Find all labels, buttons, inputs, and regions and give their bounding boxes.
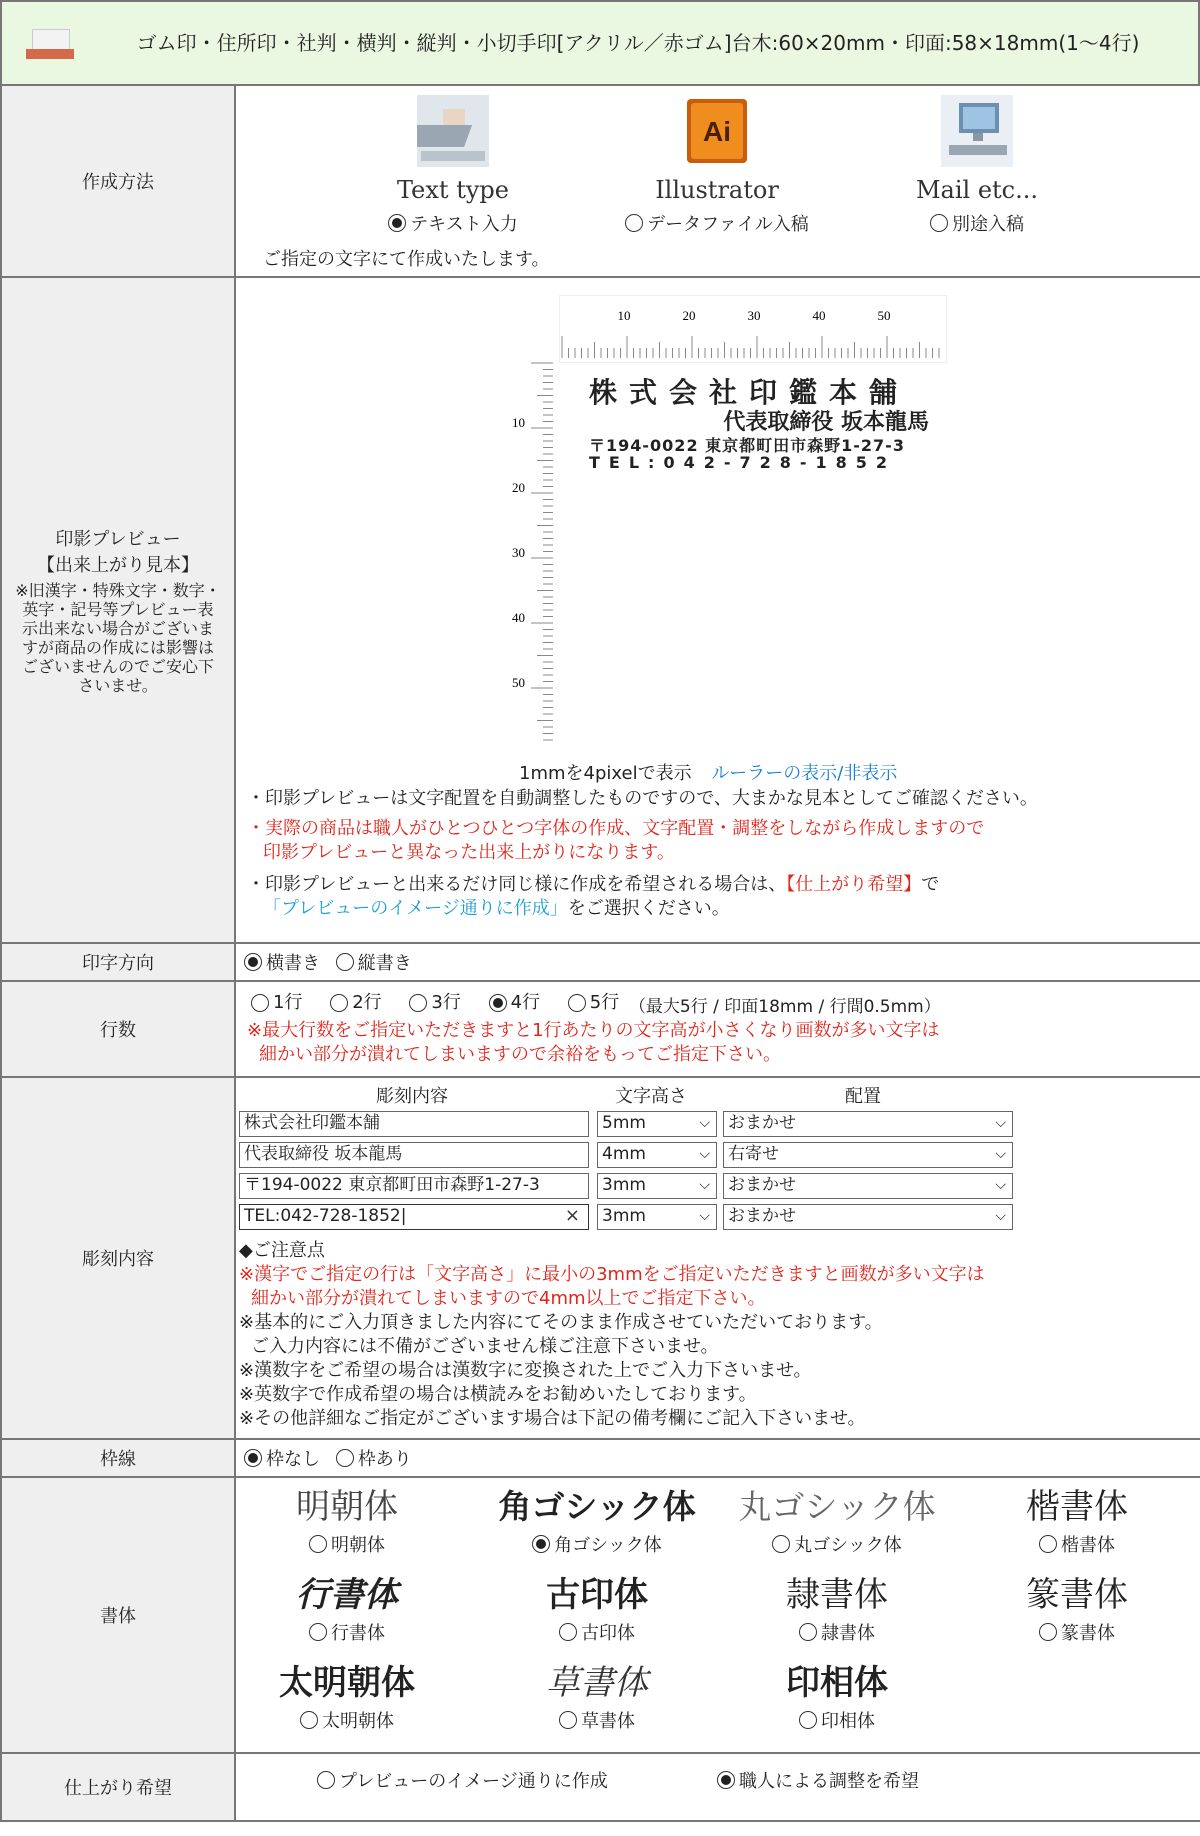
font-radio[interactable] <box>772 1535 790 1553</box>
method-option-label: テキスト入力 <box>410 214 518 235</box>
lines-option-label: 4行 <box>510 992 541 1013</box>
align-select-3[interactable] <box>723 1173 1013 1199</box>
method-illustrator[interactable] <box>617 95 817 236</box>
preview-note-3e: をご選択ください。 <box>567 898 730 919</box>
font-label: 印相体 <box>821 1711 875 1732</box>
preview-note-3a: ・印影プレビューと出来るだけ同じ様に作成を希望される場合は、 <box>247 874 787 895</box>
ruler-left-label: 40 <box>512 610 525 625</box>
direction-radio[interactable] <box>336 953 354 971</box>
lines-max-note: （最大5行 / 印面18mm / 行間0.5mm） <box>628 997 941 1017</box>
chevron-down-icon: ⌵ <box>699 1177 710 1193</box>
finish-option-label: プレビューのイメージ通りに作成 <box>339 1771 608 1792</box>
font-sosho[interactable] <box>477 1661 717 1733</box>
lines-warning-2: 細かい部分が潰れてしまいますので余裕をもってご指定下さい。 <box>259 1044 781 1065</box>
preview-label-sub: 【出来上がり見本】 <box>37 555 199 576</box>
border-option-label: 枠あり <box>357 1448 412 1470</box>
direction-option-label: 縦書き <box>357 952 412 974</box>
engrave-row <box>237 1203 1200 1231</box>
font-radio[interactable] <box>1039 1535 1057 1553</box>
preview-note-3c: で <box>921 874 940 895</box>
chevron-down-icon: ⌵ <box>699 1146 710 1162</box>
order-form-table <box>0 84 1200 1822</box>
font-kaku-gothic[interactable] <box>467 1485 727 1557</box>
font-radio[interactable] <box>532 1535 550 1553</box>
align-value: 右寄せ <box>728 1144 779 1164</box>
direction-label: 印字方向 <box>1 943 235 981</box>
finish-section <box>237 1755 1200 1819</box>
direction-options <box>235 943 1200 981</box>
font-label: 隷書体 <box>821 1623 875 1644</box>
preview-note-3b: 【仕上がり希望】 <box>786 874 922 895</box>
font-label: 太明朝体 <box>322 1711 394 1732</box>
size-value: 3mm <box>602 1206 646 1226</box>
font-sample: 隷書体 <box>786 1575 888 1615</box>
border-radio[interactable] <box>244 1449 262 1467</box>
ruler-top-label: 40 <box>812 308 826 323</box>
finish-craftsman-option[interactable] <box>717 1767 919 1793</box>
method-caption: Text type <box>397 176 509 204</box>
preview-label-note: ※旧漢字・特殊文字・数字・英字・記号等プレビュー表示出来ない場合がございますが商品の作成には影響はございませんのでご安心下さいませ。 <box>15 581 221 695</box>
attn-red-1: ※漢字でご指定の行は「文字高さ」に最小の3mmをご指定いただきますと画数が多い文字は <box>239 1264 985 1285</box>
font-radio[interactable] <box>300 1711 318 1729</box>
finish-label: 仕上がり希望 <box>1 1753 235 1821</box>
stamp-line-3: 〒194-0022 東京都町田市森野1-27-3 <box>589 436 905 455</box>
direction-radio[interactable] <box>244 953 262 971</box>
font-koin[interactable] <box>477 1573 717 1645</box>
lines-section <box>237 983 1200 1075</box>
product-header <box>0 0 1200 86</box>
chevron-down-icon: ⌵ <box>995 1115 1006 1131</box>
lines-option-5[interactable] <box>568 991 619 1015</box>
lines-option-4[interactable] <box>489 991 540 1015</box>
font-sample: 行書体 <box>296 1575 398 1615</box>
fonts-section <box>237 1479 1200 1751</box>
font-sample: 丸ゴシック体 <box>738 1487 936 1526</box>
font-radio[interactable] <box>799 1623 817 1641</box>
chevron-down-icon: ⌵ <box>995 1208 1006 1224</box>
ruler-top-label: 20 <box>682 308 696 323</box>
font-sample: 印相体 <box>786 1663 888 1703</box>
size-select-2[interactable] <box>597 1142 717 1168</box>
font-radio[interactable] <box>559 1623 577 1641</box>
attn-red-2: 細かい部分が潰れてしまいますので4mm以上でご指定下さい。 <box>251 1288 766 1309</box>
method-section <box>237 87 1200 275</box>
font-sample: 草書体 <box>546 1663 648 1703</box>
preview-note-2a: ・実際の商品は職人がひとつひとつ字体の作成、文字配置・調整をしながら作成しますので <box>247 818 985 839</box>
ruler-top-label: 30 <box>747 308 761 323</box>
font-futo-mincho[interactable] <box>227 1661 467 1733</box>
lines-radio[interactable] <box>330 994 348 1012</box>
method-label: 作成方法 <box>1 85 235 277</box>
size-value: 5mm <box>602 1113 646 1133</box>
border-with[interactable] <box>336 1445 412 1471</box>
lines-warning-1: ※最大行数をご指定いただきますと1行あたりの文字高が小さくなり画数が多い文字は <box>247 1020 940 1041</box>
font-maru-gothic[interactable] <box>707 1485 967 1557</box>
preview-notes <box>247 787 1187 921</box>
stamp-preview <box>559 363 935 473</box>
align-value: おまかせ <box>728 1175 796 1195</box>
ruler-top-label: 10 <box>617 308 631 323</box>
ruler-top-label: 50 <box>877 308 891 323</box>
lines-label: 行数 <box>1 981 235 1077</box>
engrave-text-input-1[interactable]: 株式会社印鑑本舗 <box>239 1111 589 1137</box>
fonts-label: 書体 <box>1 1477 235 1753</box>
direction-horizontal[interactable] <box>244 949 320 975</box>
border-options <box>235 1439 1200 1477</box>
method-caption: Mail etc... <box>915 176 1039 204</box>
finish-radio[interactable] <box>317 1771 335 1789</box>
font-label: 楷書体 <box>1061 1535 1115 1556</box>
font-radio[interactable] <box>309 1535 327 1553</box>
lines-option-label: 1行 <box>273 992 303 1013</box>
engrave-row <box>237 1172 1200 1200</box>
chevron-down-icon: ⌵ <box>995 1146 1006 1162</box>
col-size: 文字高さ <box>615 1086 687 1107</box>
finish-radio[interactable] <box>717 1771 735 1789</box>
chevron-down-icon: ⌵ <box>995 1177 1006 1193</box>
font-radio[interactable] <box>559 1711 577 1729</box>
engrave-text-input-2[interactable]: 代表取締役 坂本龍馬 <box>239 1142 589 1168</box>
lines-option-label: 5行 <box>589 992 620 1013</box>
font-label: 草書体 <box>581 1711 635 1732</box>
font-radio[interactable] <box>309 1623 327 1641</box>
lines-radio[interactable] <box>251 994 269 1012</box>
font-radio[interactable] <box>799 1711 817 1729</box>
preview-label-cell <box>1 277 235 943</box>
font-reisho[interactable] <box>717 1573 957 1645</box>
lines-option-1[interactable] <box>251 991 302 1015</box>
ruler-left <box>491 361 557 741</box>
clear-icon[interactable]: × <box>564 1205 580 1226</box>
text-cursor: | <box>400 1206 407 1226</box>
border-label: 枠線 <box>1 1439 235 1477</box>
align-select-2[interactable] <box>723 1142 1013 1168</box>
attn-1: ※基本的にご入力頂きました内容にてそのまま作成させていただいております。 <box>239 1312 883 1333</box>
size-select-1[interactable] <box>597 1111 717 1137</box>
font-mincho[interactable] <box>227 1485 467 1557</box>
ruler-left-label: 30 <box>512 545 525 560</box>
computer-photo-icon <box>941 95 1013 167</box>
lines-radio[interactable] <box>409 994 427 1012</box>
border-option-label: 枠なし <box>266 1448 320 1470</box>
engrave-label: 彫刻内容 <box>1 1077 235 1439</box>
font-sample: 太明朝体 <box>279 1663 415 1703</box>
lines-option-2[interactable] <box>330 991 381 1015</box>
chevron-down-icon: ⌵ <box>699 1208 710 1224</box>
font-tensho[interactable] <box>957 1573 1197 1645</box>
method-note: ご指定の文字にて作成いたします。 <box>263 249 550 270</box>
method-mail[interactable] <box>877 95 1077 236</box>
font-sample: 篆書体 <box>1026 1575 1128 1615</box>
chevron-down-icon: ⌵ <box>699 1115 710 1131</box>
engrave-text-input-4[interactable] <box>239 1204 589 1230</box>
stamp-line-2: 代表取締役 坂本龍馬 <box>723 410 929 435</box>
lines-radio[interactable] <box>489 994 507 1012</box>
lines-option-3[interactable] <box>409 991 460 1015</box>
lines-radio[interactable] <box>568 994 586 1012</box>
engrave-row <box>237 1110 1200 1138</box>
finish-option-label: 職人による調整を希望 <box>739 1771 919 1792</box>
engrave-row <box>237 1141 1200 1169</box>
font-label: 明朝体 <box>331 1535 385 1556</box>
border-radio[interactable] <box>336 1449 354 1467</box>
size-select-3[interactable] <box>597 1173 717 1199</box>
font-gyosho[interactable] <box>227 1573 467 1645</box>
col-content: 彫刻内容 <box>376 1086 448 1107</box>
font-radio[interactable] <box>1039 1623 1057 1641</box>
font-sample: 楷書体 <box>1026 1487 1128 1527</box>
method-text[interactable] <box>353 95 553 236</box>
ruler-left-label: 50 <box>512 675 525 690</box>
preview-label: 印影プレビュー <box>55 529 181 550</box>
engrave-section <box>237 1079 1200 1437</box>
align-value: おまかせ <box>728 1113 796 1133</box>
engrave-attention <box>237 1231 1200 1431</box>
method-radio-mail[interactable] <box>930 214 948 232</box>
align-value: おまかせ <box>728 1206 796 1226</box>
font-label: 角ゴシック体 <box>554 1535 662 1556</box>
stamp-line-4: TEL:042-728-1852 <box>589 453 897 472</box>
font-label: 丸ゴシック体 <box>794 1535 902 1556</box>
font-sample: 古印体 <box>546 1575 648 1615</box>
size-value: 3mm <box>602 1175 646 1195</box>
product-thumbnail <box>22 15 78 71</box>
font-sample: 角ゴシック体 <box>498 1487 696 1526</box>
method-caption: Illustrator <box>655 176 779 204</box>
scale-note <box>519 759 897 785</box>
font-insou[interactable] <box>717 1661 957 1733</box>
size-select-4[interactable] <box>597 1204 717 1230</box>
attn-title: ◆ご注意点 <box>239 1240 325 1261</box>
attn-2: ご入力内容には不備がございません様ご注意下さいませ。 <box>251 1336 719 1357</box>
lines-option-label: 2行 <box>352 992 382 1013</box>
ruler-top <box>559 295 947 363</box>
method-option-label: 別途入稿 <box>952 214 1024 235</box>
preview-note-1: ・印影プレビューは文字配置を自動調整したものですので、大まかな見本としてご確認ください。 <box>247 788 1038 809</box>
font-sample: 明朝体 <box>296 1487 398 1527</box>
method-option-label: データファイル入稿 <box>647 214 809 235</box>
engrave-header <box>237 1083 1200 1107</box>
stamp-line-1: 株式会社印鑑本舗 <box>589 376 910 409</box>
keyboard-photo-icon <box>417 95 489 167</box>
align-select-4[interactable] <box>723 1204 1013 1230</box>
attn-4: ※英数字で作成希望の場合は横読みをお勧めいたしております。 <box>239 1384 757 1405</box>
preview-section <box>237 279 1200 941</box>
input-value: TEL:042-728-1852 <box>244 1206 401 1226</box>
ruler-toggle-link[interactable]: ルーラーの表示/非表示 <box>711 763 898 784</box>
attn-5: ※その他詳細なご指定がございます場合は下記の備考欄にご記入下さいませ。 <box>239 1408 866 1429</box>
align-select-1[interactable] <box>723 1111 1013 1137</box>
svg-text:Ai: Ai <box>703 116 731 147</box>
method-radio-illustrator[interactable] <box>625 214 643 232</box>
direction-option-label: 横書き <box>266 952 320 974</box>
direction-vertical[interactable] <box>336 949 412 975</box>
font-label: 古印体 <box>581 1623 635 1644</box>
ruler-left-label: 20 <box>512 480 525 495</box>
attn-3: ※漢数字をご希望の場合は漢数字に変換された上でご入力下さいませ。 <box>239 1360 812 1381</box>
engrave-text-input-3[interactable]: 〒194-0022 東京都町田市森野1-27-3 <box>239 1173 589 1199</box>
lines-option-label: 3行 <box>431 992 461 1013</box>
illustrator-icon <box>681 95 753 167</box>
size-value: 4mm <box>602 1144 646 1164</box>
ruler-left-label: 10 <box>512 415 525 430</box>
preview-note-3d: 「プレビューのイメージ通りに作成」 <box>263 898 568 919</box>
product-title: ゴム印・住所印・社判・横判・縦判・小切手印[アクリル／赤ゴム]台木:60×20mm・印面:58×18mm(1〜4行) <box>136 31 1140 55</box>
border-none[interactable] <box>244 1445 320 1471</box>
scale-text: 1mmを4pixelで表示 <box>519 763 692 784</box>
font-label: 篆書体 <box>1061 1623 1115 1644</box>
finish-preview-option[interactable] <box>317 1767 608 1793</box>
method-radio-text[interactable] <box>388 214 406 232</box>
font-kaisho[interactable] <box>957 1485 1197 1557</box>
preview-note-2b: 印影プレビューと異なった出来上がりになります。 <box>263 842 675 863</box>
col-align: 配置 <box>845 1086 881 1107</box>
font-label: 行書体 <box>331 1623 385 1644</box>
